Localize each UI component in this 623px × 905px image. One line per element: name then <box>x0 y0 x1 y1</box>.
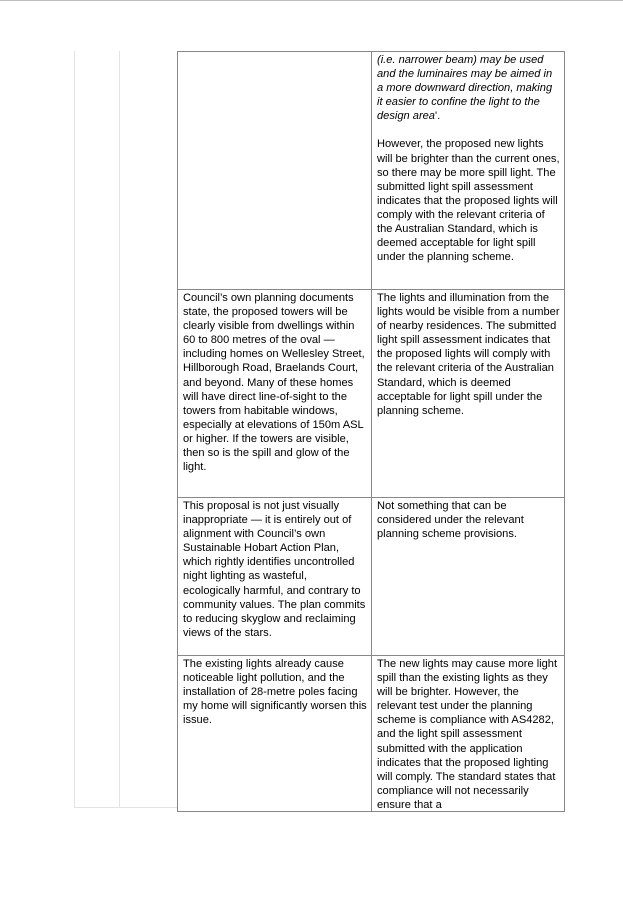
submission-cell <box>178 52 372 289</box>
submission-cell <box>178 498 372 655</box>
response-cell <box>372 656 564 811</box>
table-row <box>177 497 565 655</box>
page-top-rule <box>0 0 623 1</box>
empty-column-bottom-rule <box>74 807 177 808</box>
table-row <box>177 51 565 289</box>
response-cell <box>372 52 564 289</box>
response-text: Not something that can be considered under the relevant planning scheme provisions. <box>377 500 524 541</box>
quoted-text: (i.e. narrower beam) may be used and the luminaires may be aimed in a more downward direction, making it easier to confine the light to the design area <box>377 54 553 123</box>
table-row <box>177 289 565 497</box>
table-row <box>177 655 565 812</box>
submission-text: Council’s own planning documents state, the proposed towers will be clearly visible from dwellings within 60 to 800 metres of the oval — including homes on Wellesley Street, Hillborough Road, Braelands Court, and beyond. Many of these homes will have direct line-of-sight to the towers from habitable windows, especially at elevations of 150m ASL or higher. If the towers are visible, then so is the spill and glow of the light. <box>183 292 365 474</box>
empty-column-rule <box>119 51 120 808</box>
submission-cell <box>178 290 372 497</box>
submissions-table <box>177 51 565 812</box>
response-paragraph: However, the proposed new lights will be brighter than the current ones, so there may be more spill light. The submitted light spill assessment indicates that the proposed lights will comply with the relevant criteria of the Australian Standard, which is deemed acceptable for light spill under the planning scheme. <box>377 138 560 264</box>
empty-column-rule <box>74 51 75 808</box>
submission-text: The existing lights already cause noticeable light pollution, and the installation of 28-metre poles facing my home will significantly worsen this issue. <box>183 658 367 727</box>
response-paragraph <box>377 53 560 123</box>
submission-cell <box>178 656 372 811</box>
submission-text: This proposal is not just visually inappropriate — it is entirely out of alignment with Council’s own Sustainable Hobart Action Plan, which rightly identifies uncontrolled night lighting as wasteful, ecologically harmful, and contrary to community values. The plan commits to reducing skyglow and reclaiming views of the stars. <box>183 500 366 639</box>
response-text: The new lights may cause more light spill than the existing lights as they will be brighter. However, the relevant test under the planning scheme is compliance with AS4282, and the light spill assessment submitted with the application indicates that the proposed lighting will comply. The standard states that compliance will not necessarily ensure that a <box>377 658 558 811</box>
response-text: The lights and illumination from the lights would be visible from a number of nearby residences. The submitted light spill assessment indicates that the proposed lights will comply with the relevant criteria of the Australian Standard, which is deemed acceptable for light spill under the planning scheme. <box>377 292 560 417</box>
response-cell <box>372 498 564 655</box>
response-cell <box>372 290 564 497</box>
quote-end: '. <box>434 110 441 123</box>
